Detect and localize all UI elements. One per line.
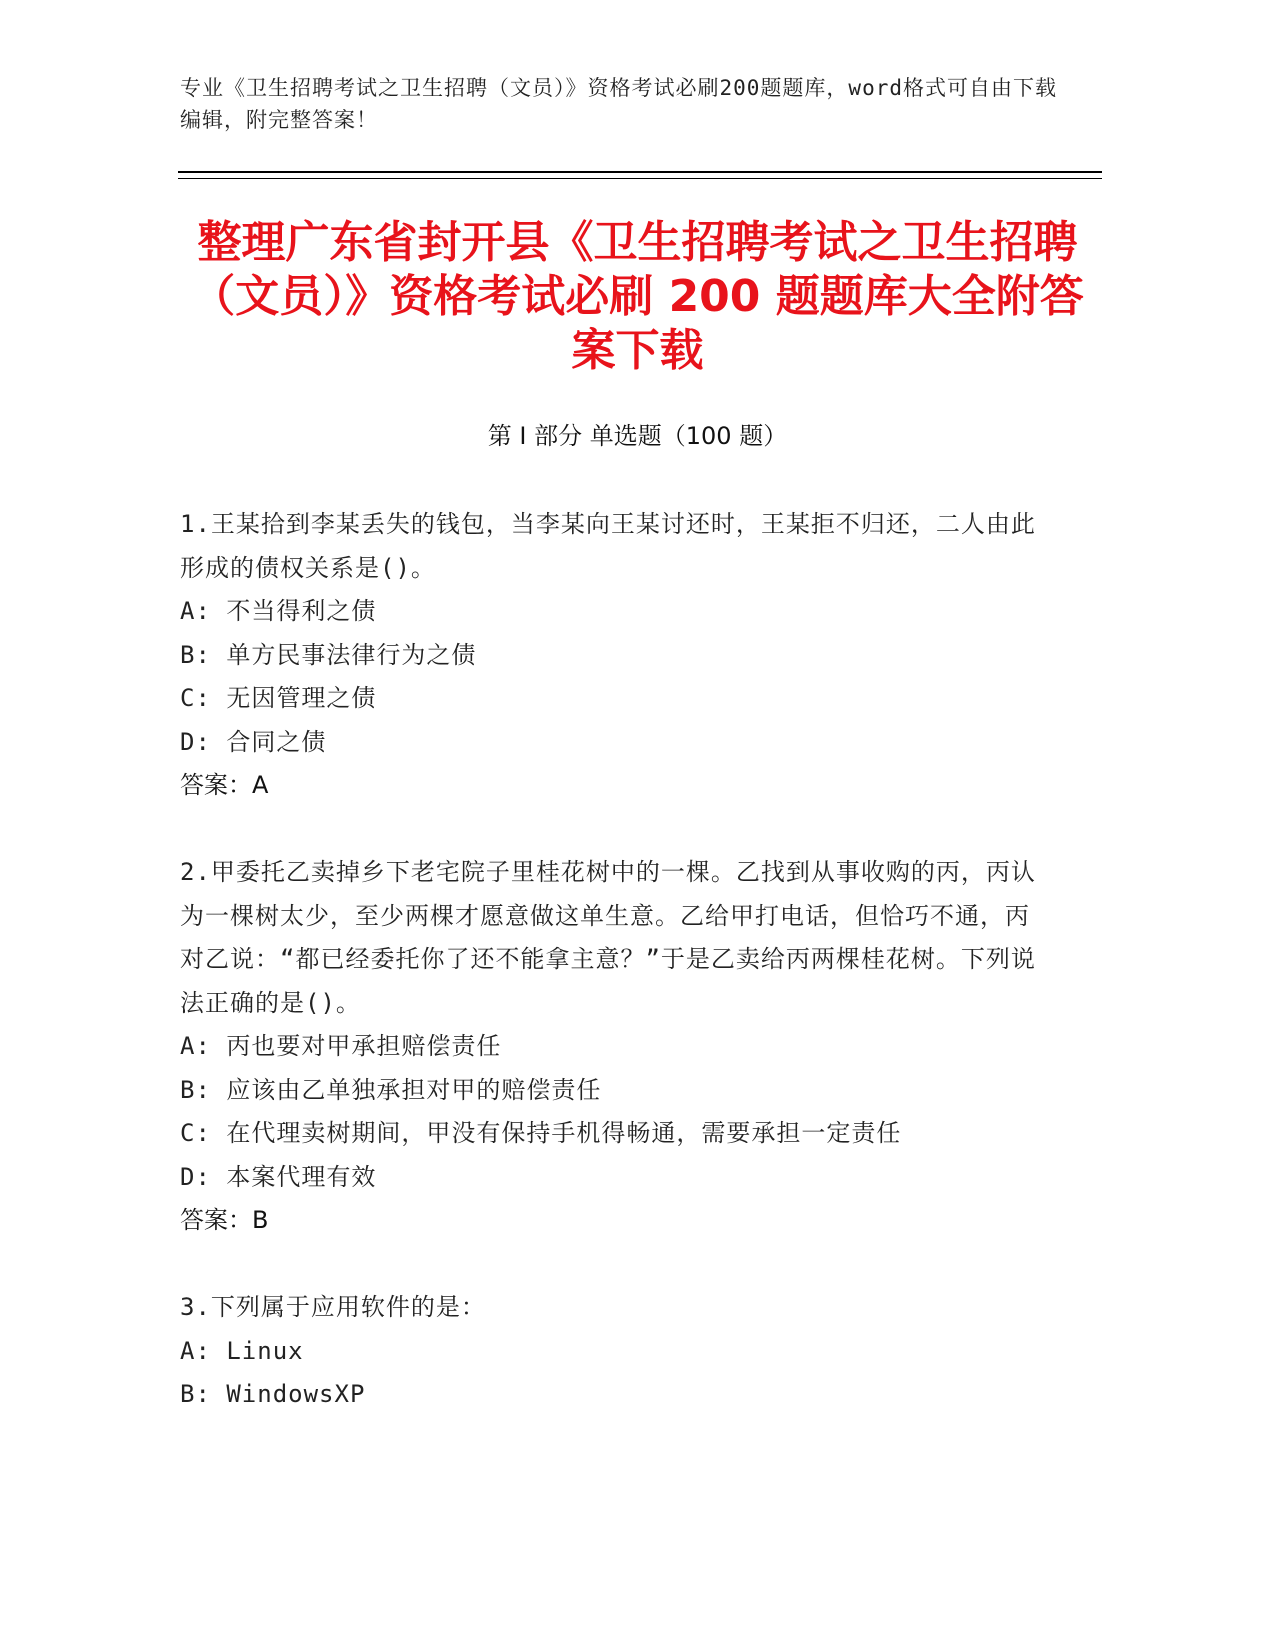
question-text: 3.下列属于应用软件的是： [180, 1293, 486, 1321]
answer-label: 答案：B [180, 1206, 269, 1234]
header-note: 专业《卫生招聘考试之卫生招聘（文员）》资格考试必刷200题题库，word格式可自由下载编辑，附完整答案！ [180, 76, 1057, 132]
option-a: A: Linux [180, 1336, 304, 1365]
section-heading: 第 I 部分 单选题（100 题） [487, 422, 788, 450]
question-item [180, 503, 1040, 808]
option-b: B: WindowsXP [180, 1380, 366, 1408]
header-divider-thick [178, 171, 1102, 173]
question-item [180, 1286, 1040, 1417]
option-c: C: 无因管理之债 [180, 684, 377, 712]
option-b: B: 单方民事法律行为之债 [180, 640, 477, 669]
option-a: A: 不当得利之债 [180, 597, 377, 625]
option-c: C: 在代理卖树期间，甲没有保持手机得畅通，需要承担一定责任 [180, 1119, 902, 1147]
option-b: B: 应该由乙单独承担对甲的赔偿责任 [180, 1075, 602, 1104]
option-d: D: 本案代理有效 [180, 1162, 377, 1191]
question-text: 2.甲委托乙卖掉乡下老宅院子里桂花树中的一棵。乙找到从事收购的丙，丙认为一棵树太少，至少两棵才愿意做这单生意。乙给甲打电话，但恰巧不通，丙对乙说：“都已经委托你了还不能拿主意？”于是乙卖给丙两棵桂花树。下列说法正确的是()。 [180, 858, 1036, 1017]
option-a: A: 丙也要对甲承担赔偿责任 [180, 1032, 502, 1060]
document-title: 整理广东省封开县《卫生招聘考试之卫生招聘（文员）》资格考试必刷 200 题题库大全附答案下载 [191, 217, 1084, 376]
header-divider-thin [178, 178, 1102, 179]
question-item [180, 851, 1040, 1243]
answer-label: 答案：A [180, 771, 269, 799]
question-text: 1.王某拾到李某丢失的钱包，当李某向王某讨还时，王某拒不归还，二人由此形成的债权关系是()。 [180, 510, 1036, 582]
option-d: D: 合同之债 [180, 727, 327, 756]
